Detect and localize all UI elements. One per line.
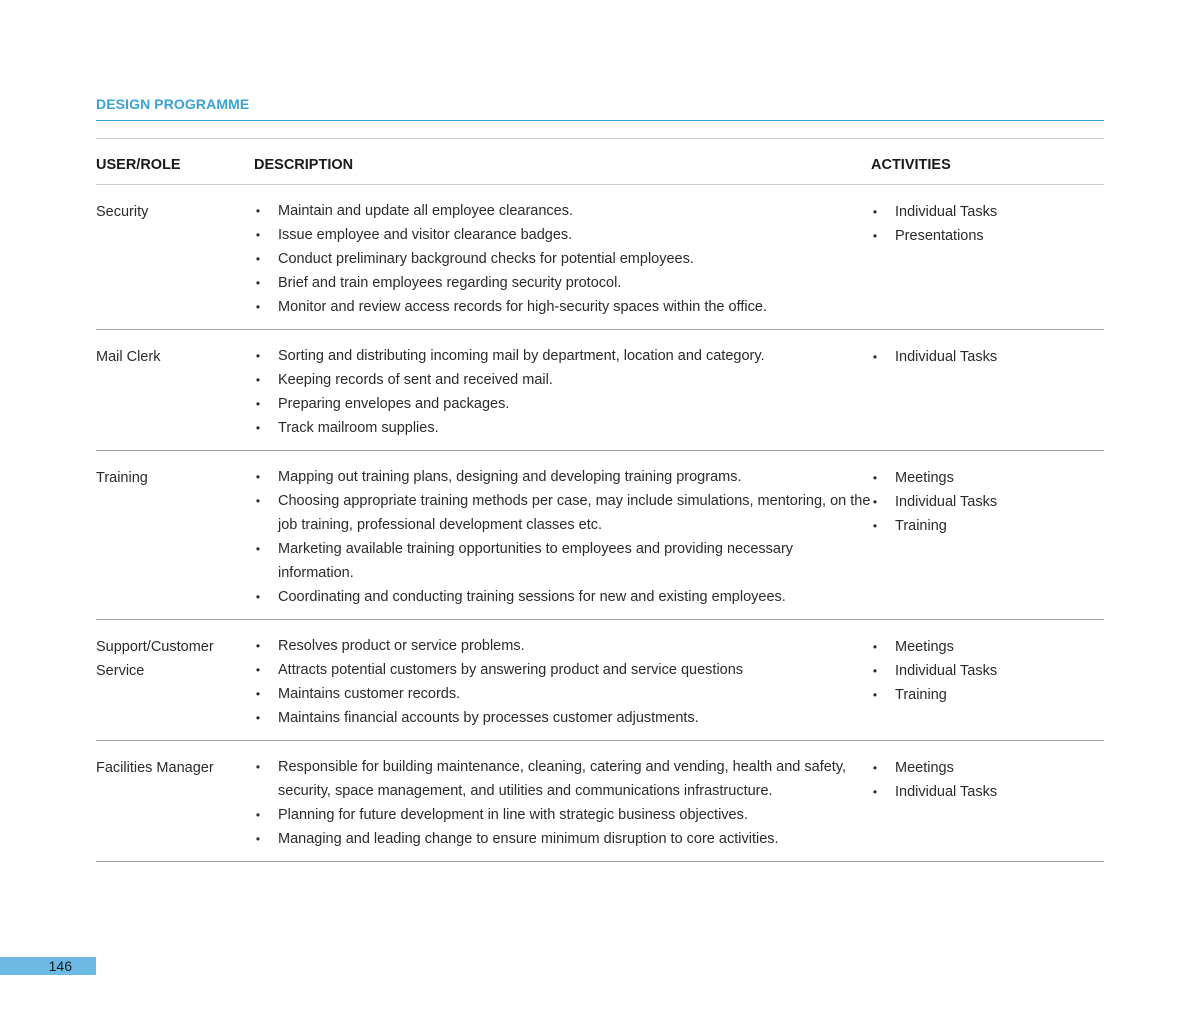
list-item [254, 803, 871, 827]
bullet-icon: • [255, 832, 261, 846]
list-item [254, 392, 871, 416]
activity-text: Training [895, 687, 947, 703]
list-item [254, 489, 871, 537]
list-item [254, 634, 871, 658]
activity-text: Individual Tasks [895, 204, 998, 220]
role-activities [871, 465, 1104, 609]
list-item [254, 658, 871, 682]
role-activities [871, 199, 1104, 319]
bullet-icon: • [255, 373, 261, 387]
activity-text: Meetings [895, 639, 954, 655]
bullet-icon: • [255, 639, 261, 653]
activity-text: Meetings [895, 470, 954, 486]
list-item [254, 344, 871, 368]
bullet-icon: • [255, 542, 261, 556]
role-name: Security [96, 204, 149, 220]
page-title: DESIGN PROGRAMME [96, 96, 250, 112]
description-list [254, 465, 871, 609]
bullet-icon: • [872, 785, 878, 799]
bullet-icon: • [255, 276, 261, 290]
activity-text: Individual Tasks [895, 494, 998, 510]
role-name: Training [96, 470, 148, 486]
list-item [254, 755, 871, 803]
activity-text: Individual Tasks [895, 349, 998, 365]
activities-list [871, 345, 1104, 369]
description-text: Mapping out training plans, designing and developing training programs. [278, 469, 742, 485]
description-text: Planning for future development in line with strategic business objectives. [278, 807, 748, 823]
bullet-icon: • [872, 640, 878, 654]
header-activities: ACTIVITIES [871, 156, 951, 173]
description-text: Choosing appropriate training methods per case, may include simulations, mentoring, on the job training, professional development classes etc. [278, 493, 871, 533]
role-description [254, 465, 871, 609]
role-name: Support/Customer Service [96, 639, 214, 679]
bullet-icon: • [255, 252, 261, 266]
list-item [871, 514, 1104, 538]
list-item [254, 295, 871, 319]
list-item [871, 683, 1104, 707]
activity-text: Training [895, 518, 947, 534]
description-text: Coordinating and conducting training sessions for new and existing employees. [278, 589, 786, 605]
description-text: Managing and leading change to ensure minimum disruption to core activities. [278, 831, 779, 847]
bullet-icon: • [255, 349, 261, 363]
list-item [254, 368, 871, 392]
bullet-icon: • [255, 228, 261, 242]
bullet-icon: • [872, 229, 878, 243]
activities-list [871, 756, 1104, 804]
bullet-icon: • [255, 470, 261, 484]
activity-text: Presentations [895, 228, 984, 244]
bullet-icon: • [872, 471, 878, 485]
bullet-icon: • [872, 495, 878, 509]
list-item [871, 635, 1104, 659]
description-text: Issue employee and visitor clearance badges. [278, 227, 573, 243]
list-item [254, 465, 871, 489]
list-item [254, 416, 871, 440]
design-programme-table [96, 138, 1104, 862]
description-text: Keeping records of sent and received mail. [278, 372, 553, 388]
description-list [254, 344, 871, 440]
bullet-icon: • [872, 519, 878, 533]
list-item [254, 682, 871, 706]
bullet-icon: • [255, 808, 261, 822]
description-text: Conduct preliminary background checks for potential employees. [278, 251, 694, 267]
description-text: Track mailroom supplies. [278, 420, 439, 436]
activity-text: Meetings [895, 760, 954, 776]
list-item [871, 659, 1104, 683]
list-item [254, 537, 871, 585]
bullet-icon: • [872, 205, 878, 219]
list-item [254, 199, 871, 223]
bullet-icon: • [255, 204, 261, 218]
activities-list [871, 466, 1104, 538]
list-item [254, 223, 871, 247]
description-text: Maintains customer records. [278, 686, 461, 702]
table-row [96, 741, 1104, 862]
list-item [254, 247, 871, 271]
description-text: Maintain and update all employee clearances. [278, 203, 574, 219]
description-text: Responsible for building maintenance, cleaning, catering and vending, health and safety, security, space management, and utilities and communications infrastructure. [278, 759, 847, 799]
list-item [871, 756, 1104, 780]
role-description [254, 755, 871, 851]
table-row [96, 330, 1104, 451]
role-activities [871, 634, 1104, 730]
title-divider [96, 120, 1104, 121]
role-description [254, 634, 871, 730]
list-item [254, 706, 871, 730]
table-row [96, 620, 1104, 741]
role-name: Facilities Manager [96, 760, 214, 776]
bullet-icon: • [872, 350, 878, 364]
bullet-icon: • [255, 300, 261, 314]
page-number: 146 [48, 958, 72, 974]
bullet-icon: • [255, 397, 261, 411]
description-list [254, 755, 871, 851]
list-item [871, 224, 1104, 248]
role-description [254, 344, 871, 440]
bullet-icon: • [255, 711, 261, 725]
activities-list [871, 200, 1104, 248]
bullet-icon: • [872, 664, 878, 678]
role-activities [871, 755, 1104, 851]
activity-text: Individual Tasks [895, 784, 998, 800]
header-user-role: USER/ROLE [96, 156, 181, 173]
table-row [96, 185, 1104, 330]
description-list [254, 199, 871, 319]
list-item [254, 827, 871, 851]
bullet-icon: • [255, 663, 261, 677]
activity-text: Individual Tasks [895, 663, 998, 679]
role-activities [871, 344, 1104, 440]
bullet-icon: • [255, 494, 261, 508]
description-text: Brief and train employees regarding security protocol. [278, 275, 622, 291]
bullet-icon: • [255, 590, 261, 604]
bullet-icon: • [872, 761, 878, 775]
description-list [254, 634, 871, 730]
list-item [871, 490, 1104, 514]
description-text: Attracts potential customers by answering product and service questions [278, 662, 744, 678]
bullet-icon: • [255, 760, 261, 774]
table-header-row [96, 139, 1104, 185]
description-text: Resolves product or service problems. [278, 638, 525, 654]
list-item [254, 271, 871, 295]
header-description: DESCRIPTION [254, 156, 354, 173]
list-item [871, 200, 1104, 224]
list-item [254, 585, 871, 609]
description-text: Marketing available training opportunities to employees and providing necessary information. [278, 541, 794, 581]
description-text: Preparing envelopes and packages. [278, 396, 510, 412]
page-number-tab [0, 957, 96, 975]
list-item [871, 466, 1104, 490]
bullet-icon: • [872, 688, 878, 702]
description-text: Sorting and distributing incoming mail by department, location and category. [278, 348, 765, 364]
description-text: Maintains financial accounts by processes customer adjustments. [278, 710, 699, 726]
list-item [871, 345, 1104, 369]
bullet-icon: • [255, 687, 261, 701]
list-item [871, 780, 1104, 804]
role-description [254, 199, 871, 319]
description-text: Monitor and review access records for high-security spaces within the office. [278, 299, 767, 315]
table-body [96, 185, 1104, 862]
role-name: Mail Clerk [96, 349, 161, 365]
bullet-icon: • [255, 421, 261, 435]
table-row [96, 451, 1104, 620]
activities-list [871, 635, 1104, 707]
